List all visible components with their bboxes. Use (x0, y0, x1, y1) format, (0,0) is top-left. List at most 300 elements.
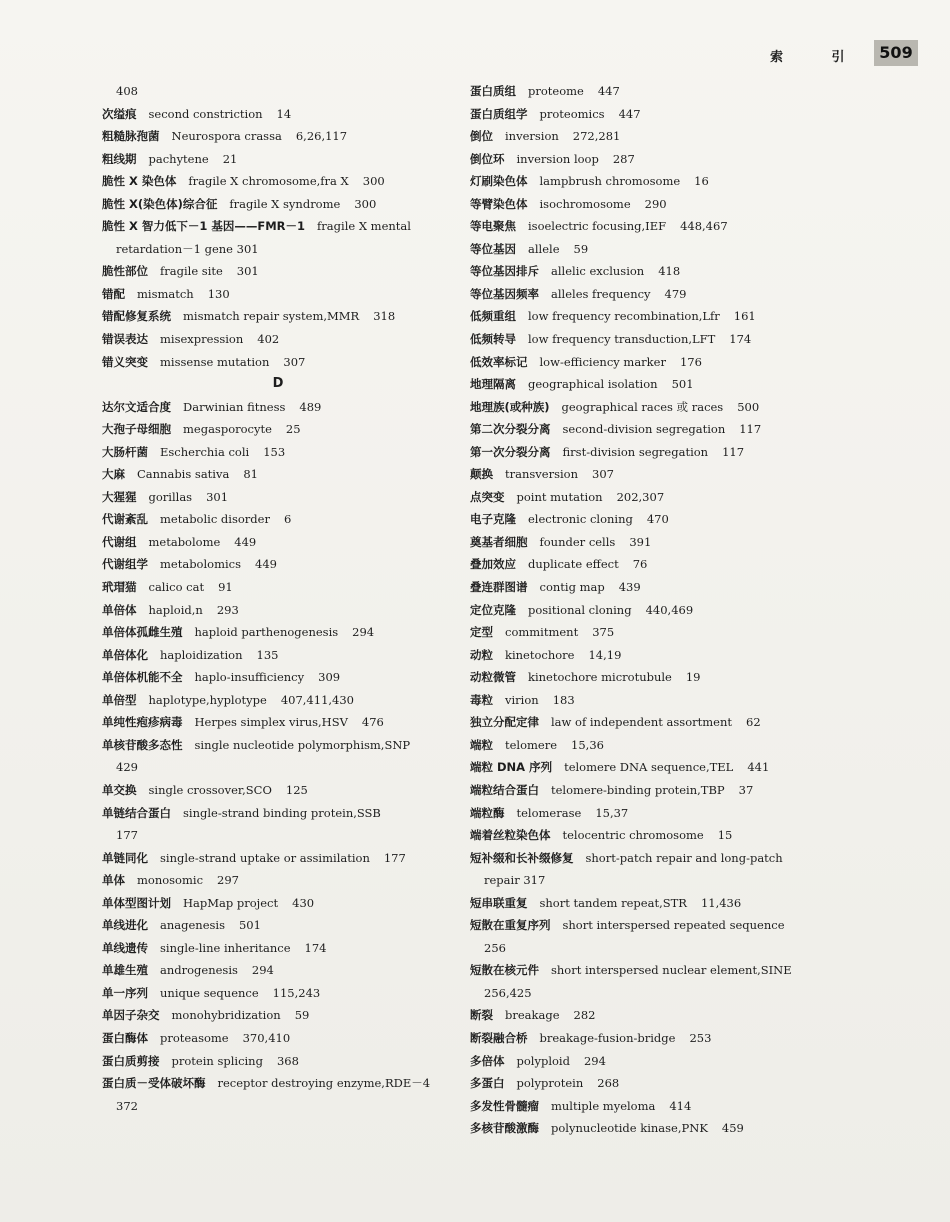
entry-term-en: low-efficiency marker (539, 354, 666, 369)
index-entry (102, 599, 454, 622)
index-entry (470, 847, 830, 870)
page-number-badge: 509 (874, 40, 918, 66)
entry-term-en: fragile X chromosome,fra X (188, 174, 349, 189)
entry-page-refs: 135 (256, 647, 279, 662)
entry-term-en: androgenesis (160, 963, 238, 978)
entry-term-zh: 单一序列 (102, 985, 148, 1000)
entry-term-en: proteasome (160, 1030, 229, 1045)
index-entry (470, 418, 830, 441)
index-entry (102, 982, 454, 1005)
index-entry (102, 1050, 454, 1073)
index-entry (102, 802, 454, 825)
index-entry (102, 914, 454, 937)
entry-continuation: 177 (116, 828, 138, 843)
entry-continuation: 372 (116, 1098, 138, 1113)
entry-page-refs: 282 (573, 1008, 596, 1023)
entry-page-refs: 19 (685, 670, 701, 685)
entry-term-zh: 蛋白质组学 (470, 106, 528, 121)
entry-term-en: founder cells (539, 534, 616, 549)
entry-term-zh: 单线进化 (102, 918, 148, 933)
index-entry (102, 170, 454, 193)
entry-term-en: second constriction (148, 106, 263, 121)
entry-term-zh: 多蛋白 (470, 1076, 505, 1091)
entry-term-zh: 脆性 X 智力低下－1 基因——FMR－1 (102, 219, 306, 234)
index-entry (102, 396, 454, 419)
entry-term-zh: 蛋白质－受体破坏酶 (102, 1076, 206, 1091)
entry-term-zh: 粗糙脉孢菌 (102, 129, 160, 144)
entry-page-refs: 14,19 (588, 647, 622, 662)
entry-term-en: fragile X syndrome (229, 196, 341, 211)
index-entry (102, 1004, 454, 1027)
index-entry (102, 193, 454, 216)
entry-continuation: 429 (116, 760, 138, 775)
entry-page-refs: 370,410 (242, 1030, 291, 1045)
entry-page-refs: 470 (646, 512, 669, 527)
entry-page-refs: 301 (236, 264, 259, 279)
entry-term-en: allelic exclusion (551, 264, 645, 279)
index-entry (470, 148, 830, 171)
entry-term-en: short interspersed repeated sequence (562, 918, 785, 933)
index-entry (470, 666, 830, 689)
entry-page-refs: 476 (361, 715, 384, 730)
entry-term-en: point mutation (516, 489, 603, 504)
entry-page-refs: 448,467 (680, 219, 728, 234)
entry-page-refs: 294 (251, 963, 274, 978)
index-entry (470, 373, 830, 396)
index-entry (470, 599, 830, 622)
entry-term-zh: 错义突变 (102, 354, 148, 369)
entry-term-zh: 等位基因排斥 (470, 264, 539, 279)
section-header: 索 引 (770, 50, 867, 65)
entry-term-en: mismatch repair system,MMR (183, 309, 360, 324)
entry-term-en: haplo-insufficiency (194, 670, 305, 685)
entry-term-zh: 蛋白质剪接 (102, 1053, 160, 1068)
entry-term-zh: 大肠杆菌 (102, 444, 148, 459)
entry-term-en: single-line inheritance (160, 940, 291, 955)
index-entry (102, 486, 454, 509)
index-entry (102, 1072, 454, 1095)
entry-term-zh: 单因子杂交 (102, 1008, 160, 1023)
entry-page-refs: 368 (276, 1053, 299, 1068)
entry-term-en: transversion (505, 467, 578, 482)
entry-term-zh: 低效率标记 (470, 354, 528, 369)
entry-term-en: haploidization (160, 647, 243, 662)
entry-term-en: Neurospora crassa (171, 129, 282, 144)
entry-page-refs: 174 (729, 332, 752, 347)
entry-page-refs: 37 (738, 782, 754, 797)
entry-term-zh: 脆性 X 染色体 (102, 174, 177, 189)
entry-term-zh: 单雄生殖 (102, 963, 148, 978)
entry-term-zh: 大猩猩 (102, 489, 137, 504)
entry-term-zh: 脆性 X(染色体)综合征 (102, 196, 218, 211)
entry-page-refs: 318 (373, 309, 396, 324)
entry-term-en: HapMap project (183, 895, 279, 910)
entry-page-refs: 414 (669, 1098, 692, 1113)
entry-term-zh: 定型 (470, 625, 493, 640)
entry-term-zh: 第二次分裂分离 (470, 422, 551, 437)
entry-term-zh: 断裂融合桥 (470, 1030, 528, 1045)
entry-term-en: lampbrush chromosome (539, 174, 681, 189)
index-entry (102, 711, 454, 734)
entry-term-en: duplicate effect (528, 557, 619, 572)
index-entry (470, 1027, 830, 1050)
entry-page-refs: 391 (629, 534, 652, 549)
entry-term-zh: 等臂染色体 (470, 196, 528, 211)
entry-term-zh: 粗线期 (102, 151, 137, 166)
index-entry (470, 170, 830, 193)
entry-page-refs: 375 (592, 625, 615, 640)
entry-term-en: short interspersed nuclear element,SINE (551, 963, 792, 978)
index-entry (102, 441, 454, 464)
entry-term-zh: 端粒 DNA 序列 (470, 760, 553, 775)
entry-term-zh: 叠加效应 (470, 557, 516, 572)
entry-term-en: monosomic (137, 873, 204, 888)
index-entry (102, 463, 454, 486)
entry-term-en: missense mutation (160, 354, 270, 369)
entry-page-refs: 115,243 (272, 985, 321, 1000)
index-entry (470, 283, 830, 306)
entry-page-refs: 449 (234, 534, 257, 549)
index-entry (470, 959, 830, 982)
index-entry (470, 576, 830, 599)
entry-page-refs: 272,281 (572, 129, 621, 144)
entry-page-refs: 268 (597, 1076, 620, 1091)
index-entry (470, 80, 830, 103)
index-entry (102, 148, 454, 171)
entry-term-zh: 单体 (102, 873, 125, 888)
entry-term-zh: 端粒结合蛋白 (470, 782, 539, 797)
entry-page-refs: 130 (207, 286, 230, 301)
entry-page-refs: 202,307 (616, 489, 665, 504)
entry-page-refs: 439 (618, 580, 641, 595)
entry-page-refs: 153 (263, 444, 286, 459)
entry-term-zh: 多核苷酸激酶 (470, 1121, 539, 1136)
entry-term-zh: 动粒微管 (470, 670, 516, 685)
entry-term-en: contig map (539, 580, 605, 595)
entry-page-refs: 430 (292, 895, 315, 910)
entry-term-en: haploid parthenogenesis (194, 625, 339, 640)
entry-term-en: megasporocyte (183, 422, 272, 437)
index-entry (102, 734, 454, 757)
entry-continuation: repair 317 (484, 873, 546, 888)
entry-page-refs: 297 (217, 873, 239, 888)
entry-continuation: retardation－1 gene 301 (116, 241, 259, 256)
index-entry (470, 892, 830, 915)
index-entry (102, 959, 454, 982)
index-entry (470, 689, 830, 712)
entry-term-zh: 叠连群图谱 (470, 580, 528, 595)
entry-page-refs: 301 (206, 489, 229, 504)
index-entry (470, 238, 830, 261)
entry-term-zh: 动粒 (470, 647, 493, 662)
index-entry (470, 305, 830, 328)
entry-term-zh: 短补缀和长补缀修复 (470, 850, 574, 865)
entry-term-zh: 第一次分裂分离 (470, 444, 551, 459)
entry-page-refs: 309 (318, 670, 341, 685)
entry-term-en: telomere-binding protein,TBP (551, 782, 725, 797)
entry-term-zh: 单倍体 (102, 602, 137, 617)
entry-term-zh: 代谢紊乱 (102, 512, 148, 527)
letter-heading: D (272, 376, 284, 392)
entry-term-en: geographical isolation (528, 377, 658, 392)
entry-term-zh: 短散在核元件 (470, 963, 539, 978)
entry-term-zh: 地理族(或种族) (470, 399, 550, 414)
entry-term-en: polyprotein (516, 1076, 584, 1091)
entry-page-refs: 81 (243, 467, 258, 482)
entry-page-refs: 407,411,430 (280, 692, 354, 707)
entry-page-refs: 117 (722, 444, 745, 459)
index-entry (470, 621, 830, 644)
entry-term-en: telomere DNA sequence,TEL (564, 760, 734, 775)
entry-term-en: polyploid (516, 1053, 570, 1068)
entry-page-refs: 489 (299, 399, 322, 414)
entry-term-zh: 单倍体孤雌生殖 (102, 625, 183, 640)
entry-term-en: metabolome (148, 534, 221, 549)
index-column-left (102, 80, 454, 1117)
index-entry (102, 644, 454, 667)
entry-term-zh: 代谢组 (102, 534, 137, 549)
entry-term-zh: 地理隔离 (470, 377, 516, 392)
entry-term-zh: 蛋白质组 (470, 84, 516, 98)
entry-term-zh: 短散在重复序列 (470, 918, 551, 933)
index-entry (470, 802, 830, 825)
entry-page-refs: 161 (733, 309, 756, 324)
entry-page-refs: 293 (216, 602, 239, 617)
entry-page-refs: 183 (552, 692, 575, 707)
entry-term-zh: 单链同化 (102, 850, 148, 865)
index-entry (102, 892, 454, 915)
index-entry (470, 1004, 830, 1027)
entry-term-zh: 错配 (102, 286, 125, 301)
entry-page-refs: 287 (612, 151, 635, 166)
index-column-right (470, 80, 830, 1140)
index-entry (470, 711, 830, 734)
entry-term-en: alleles frequency (551, 286, 651, 301)
entry-term-zh: 代谢组学 (102, 557, 148, 572)
entry-term-en: low frequency recombination,Lfr (528, 309, 720, 324)
index-entry (470, 396, 830, 419)
entry-term-zh: 单链结合蛋白 (102, 805, 171, 820)
index-entry (470, 1050, 830, 1073)
entry-term-en: gorillas (148, 489, 193, 504)
entry-term-en: short tandem repeat,STR (539, 895, 687, 910)
index-entry (102, 508, 454, 531)
entry-term-en: law of independent assortment (551, 715, 732, 730)
entry-term-zh: 多发性骨髓瘤 (470, 1098, 539, 1113)
index-entry (470, 215, 830, 238)
index-entry (470, 260, 830, 283)
entry-page-refs: 62 (746, 715, 761, 730)
entry-term-en: receptor destroying enzyme,RDE－4 (217, 1076, 431, 1091)
entry-term-zh: 倒位 (470, 129, 493, 144)
entry-term-en: low frequency transduction,LFT (528, 332, 716, 347)
index-entry (470, 553, 830, 576)
entry-term-zh: 大孢子母细胞 (102, 422, 171, 437)
entry-page-refs: 294 (583, 1053, 606, 1068)
index-entry (102, 689, 454, 712)
index-entry (470, 463, 830, 486)
entry-term-zh: 毒粒 (470, 692, 493, 707)
entry-page-refs: 501 (671, 377, 694, 392)
index-entry (470, 779, 830, 802)
index-entry (470, 193, 830, 216)
entry-page-refs: 6 (283, 512, 292, 527)
entry-term-en: inversion (505, 129, 559, 144)
entry-term-en: pachytene (148, 151, 209, 166)
entry-term-en: Herpes simplex virus,HSV (194, 715, 348, 730)
entry-term-zh: 灯刷染色体 (470, 174, 528, 189)
entry-term-en: first-division segregation (562, 444, 709, 459)
index-entry (102, 328, 454, 351)
index-entry (102, 553, 454, 576)
entry-term-zh: 等位基因频率 (470, 286, 539, 301)
entry-page-refs: 15,37 (595, 805, 629, 820)
index-entry (470, 756, 830, 779)
index-entry (470, 734, 830, 757)
entry-page-refs: 76 (632, 557, 648, 572)
entry-term-zh: 单体型图计划 (102, 895, 171, 910)
entry-page-refs: 500 (737, 399, 760, 414)
entry-term-en: kinetochore microtubule (528, 670, 672, 685)
entry-term-en: single-strand binding protein,SSB (183, 805, 381, 820)
entry-term-en: telomere (505, 737, 558, 752)
entry-term-zh: 短串联重复 (470, 895, 528, 910)
entry-page-refs: 59 (294, 1008, 310, 1023)
entry-term-en: inversion loop (516, 151, 599, 166)
entry-term-zh: 单倍型 (102, 692, 137, 707)
index-entry (470, 486, 830, 509)
entry-page-refs: 6,26,117 (295, 129, 348, 144)
entry-page-refs: 253 (689, 1030, 712, 1045)
entry-term-zh: 玳瑁猫 (102, 580, 137, 595)
entry-term-en: calico cat (148, 580, 205, 595)
entry-page-refs: 418 (658, 264, 681, 279)
entry-term-zh: 单纯性疱疹病毒 (102, 715, 183, 730)
entry-term-zh: 单倍体化 (102, 647, 148, 662)
entry-term-en: metabolomics (160, 557, 241, 572)
entry-term-en: telomerase (516, 805, 582, 820)
entry-term-en: Cannabis sativa (137, 467, 230, 482)
index-entry (102, 283, 454, 306)
entry-term-zh: 达尔文适合度 (102, 399, 171, 414)
index-entry (102, 531, 454, 554)
entry-page-refs: 459 (721, 1121, 744, 1136)
entry-page-refs: 290 (644, 196, 667, 211)
index-entry (470, 1117, 830, 1140)
entry-term-en: fragile X mental (317, 219, 411, 234)
entry-term-en: Escherchia coli (160, 444, 250, 459)
entry-page-refs: 25 (285, 422, 301, 437)
index-entry (470, 644, 830, 667)
entry-term-en: breakage-fusion-bridge (539, 1030, 676, 1045)
index-entry (102, 103, 454, 126)
entry-term-en: protein splicing (171, 1053, 263, 1068)
entry-term-zh: 独立分配定律 (470, 715, 539, 730)
entry-page-refs: 59 (573, 241, 589, 256)
index-entry (470, 824, 830, 847)
entry-term-zh: 脆性部位 (102, 264, 148, 279)
entry-term-zh: 端着丝粒染色体 (470, 828, 551, 843)
entry-term-en: virion (505, 692, 539, 707)
entry-page-refs: 15,36 (571, 737, 604, 752)
entry-page-refs: 479 (664, 286, 687, 301)
entry-term-en: isoelectric focusing,IEF (528, 219, 667, 234)
entry-term-en: single-strand uptake or assimilation (160, 850, 370, 865)
entry-term-en: polynucleotide kinase,PNK (551, 1121, 708, 1136)
entry-term-zh: 断裂 (470, 1008, 493, 1023)
index-entry (102, 125, 454, 148)
index-entry (102, 351, 454, 374)
entry-term-zh: 多倍体 (470, 1053, 505, 1068)
index-entry (102, 215, 454, 238)
index-entry (470, 1072, 830, 1095)
entry-term-en: kinetochore (505, 647, 575, 662)
entry-term-en: breakage (505, 1008, 560, 1023)
entry-term-en: second-division segregation (562, 422, 726, 437)
entry-term-zh: 端粒 (470, 737, 493, 752)
index-entry (102, 305, 454, 328)
index-entry (470, 125, 830, 148)
entry-term-zh: 等位基因 (470, 241, 516, 256)
entry-term-en: isochromosome (539, 196, 631, 211)
entry-term-zh: 错配修复系统 (102, 309, 171, 324)
entry-term-en: unique sequence (160, 985, 259, 1000)
entry-page-refs: 307 (592, 467, 614, 482)
index-entry (102, 779, 454, 802)
entry-term-zh: 低频重组 (470, 309, 516, 324)
entry-continuation: 408 (116, 84, 138, 98)
index-entry (102, 418, 454, 441)
entry-term-zh: 单交换 (102, 782, 137, 797)
index-entry (102, 576, 454, 599)
entry-page-refs: 300 (354, 196, 377, 211)
entry-term-en: short-patch repair and long-patch (585, 850, 783, 865)
entry-term-zh: 电子克隆 (470, 512, 516, 527)
entry-term-zh: 端粒酶 (470, 805, 505, 820)
entry-term-en: Darwinian fitness (183, 399, 286, 414)
entry-term-zh: 单核苷酸多态性 (102, 737, 183, 752)
index-entry (102, 847, 454, 870)
entry-page-refs: 11,436 (700, 895, 742, 910)
entry-term-zh: 蛋白酶体 (102, 1030, 148, 1045)
entry-term-en: mismatch (137, 286, 194, 301)
entry-term-en: commitment (505, 625, 579, 640)
entry-page-refs: 447 (597, 84, 620, 98)
entry-term-en: fragile site (160, 264, 223, 279)
entry-term-en: electronic cloning (528, 512, 633, 527)
entry-page-refs: 21 (222, 151, 238, 166)
entry-page-refs: 307 (283, 354, 306, 369)
entry-page-refs: 449 (255, 557, 277, 572)
index-entry (470, 351, 830, 374)
entry-term-en: geographical races 或 races (561, 399, 724, 414)
entry-page-refs: 177 (383, 850, 406, 865)
index-entry (102, 260, 454, 283)
entry-term-zh: 单倍体机能不全 (102, 670, 183, 685)
entry-page-refs: 15 (717, 828, 733, 843)
entry-continuation: 256 (484, 940, 506, 955)
entry-term-en: multiple myeloma (551, 1098, 656, 1113)
index-entry (470, 328, 830, 351)
index-entry (470, 531, 830, 554)
entry-term-zh: 等电聚焦 (470, 219, 516, 234)
entry-term-zh: 次缢痕 (102, 106, 137, 121)
entry-page-refs: 16 (694, 174, 709, 189)
entry-term-zh: 定位克隆 (470, 602, 516, 617)
entry-term-zh: 错误表达 (102, 332, 148, 347)
entry-term-zh: 大麻 (102, 467, 125, 482)
entry-page-refs: 447 (618, 106, 641, 121)
